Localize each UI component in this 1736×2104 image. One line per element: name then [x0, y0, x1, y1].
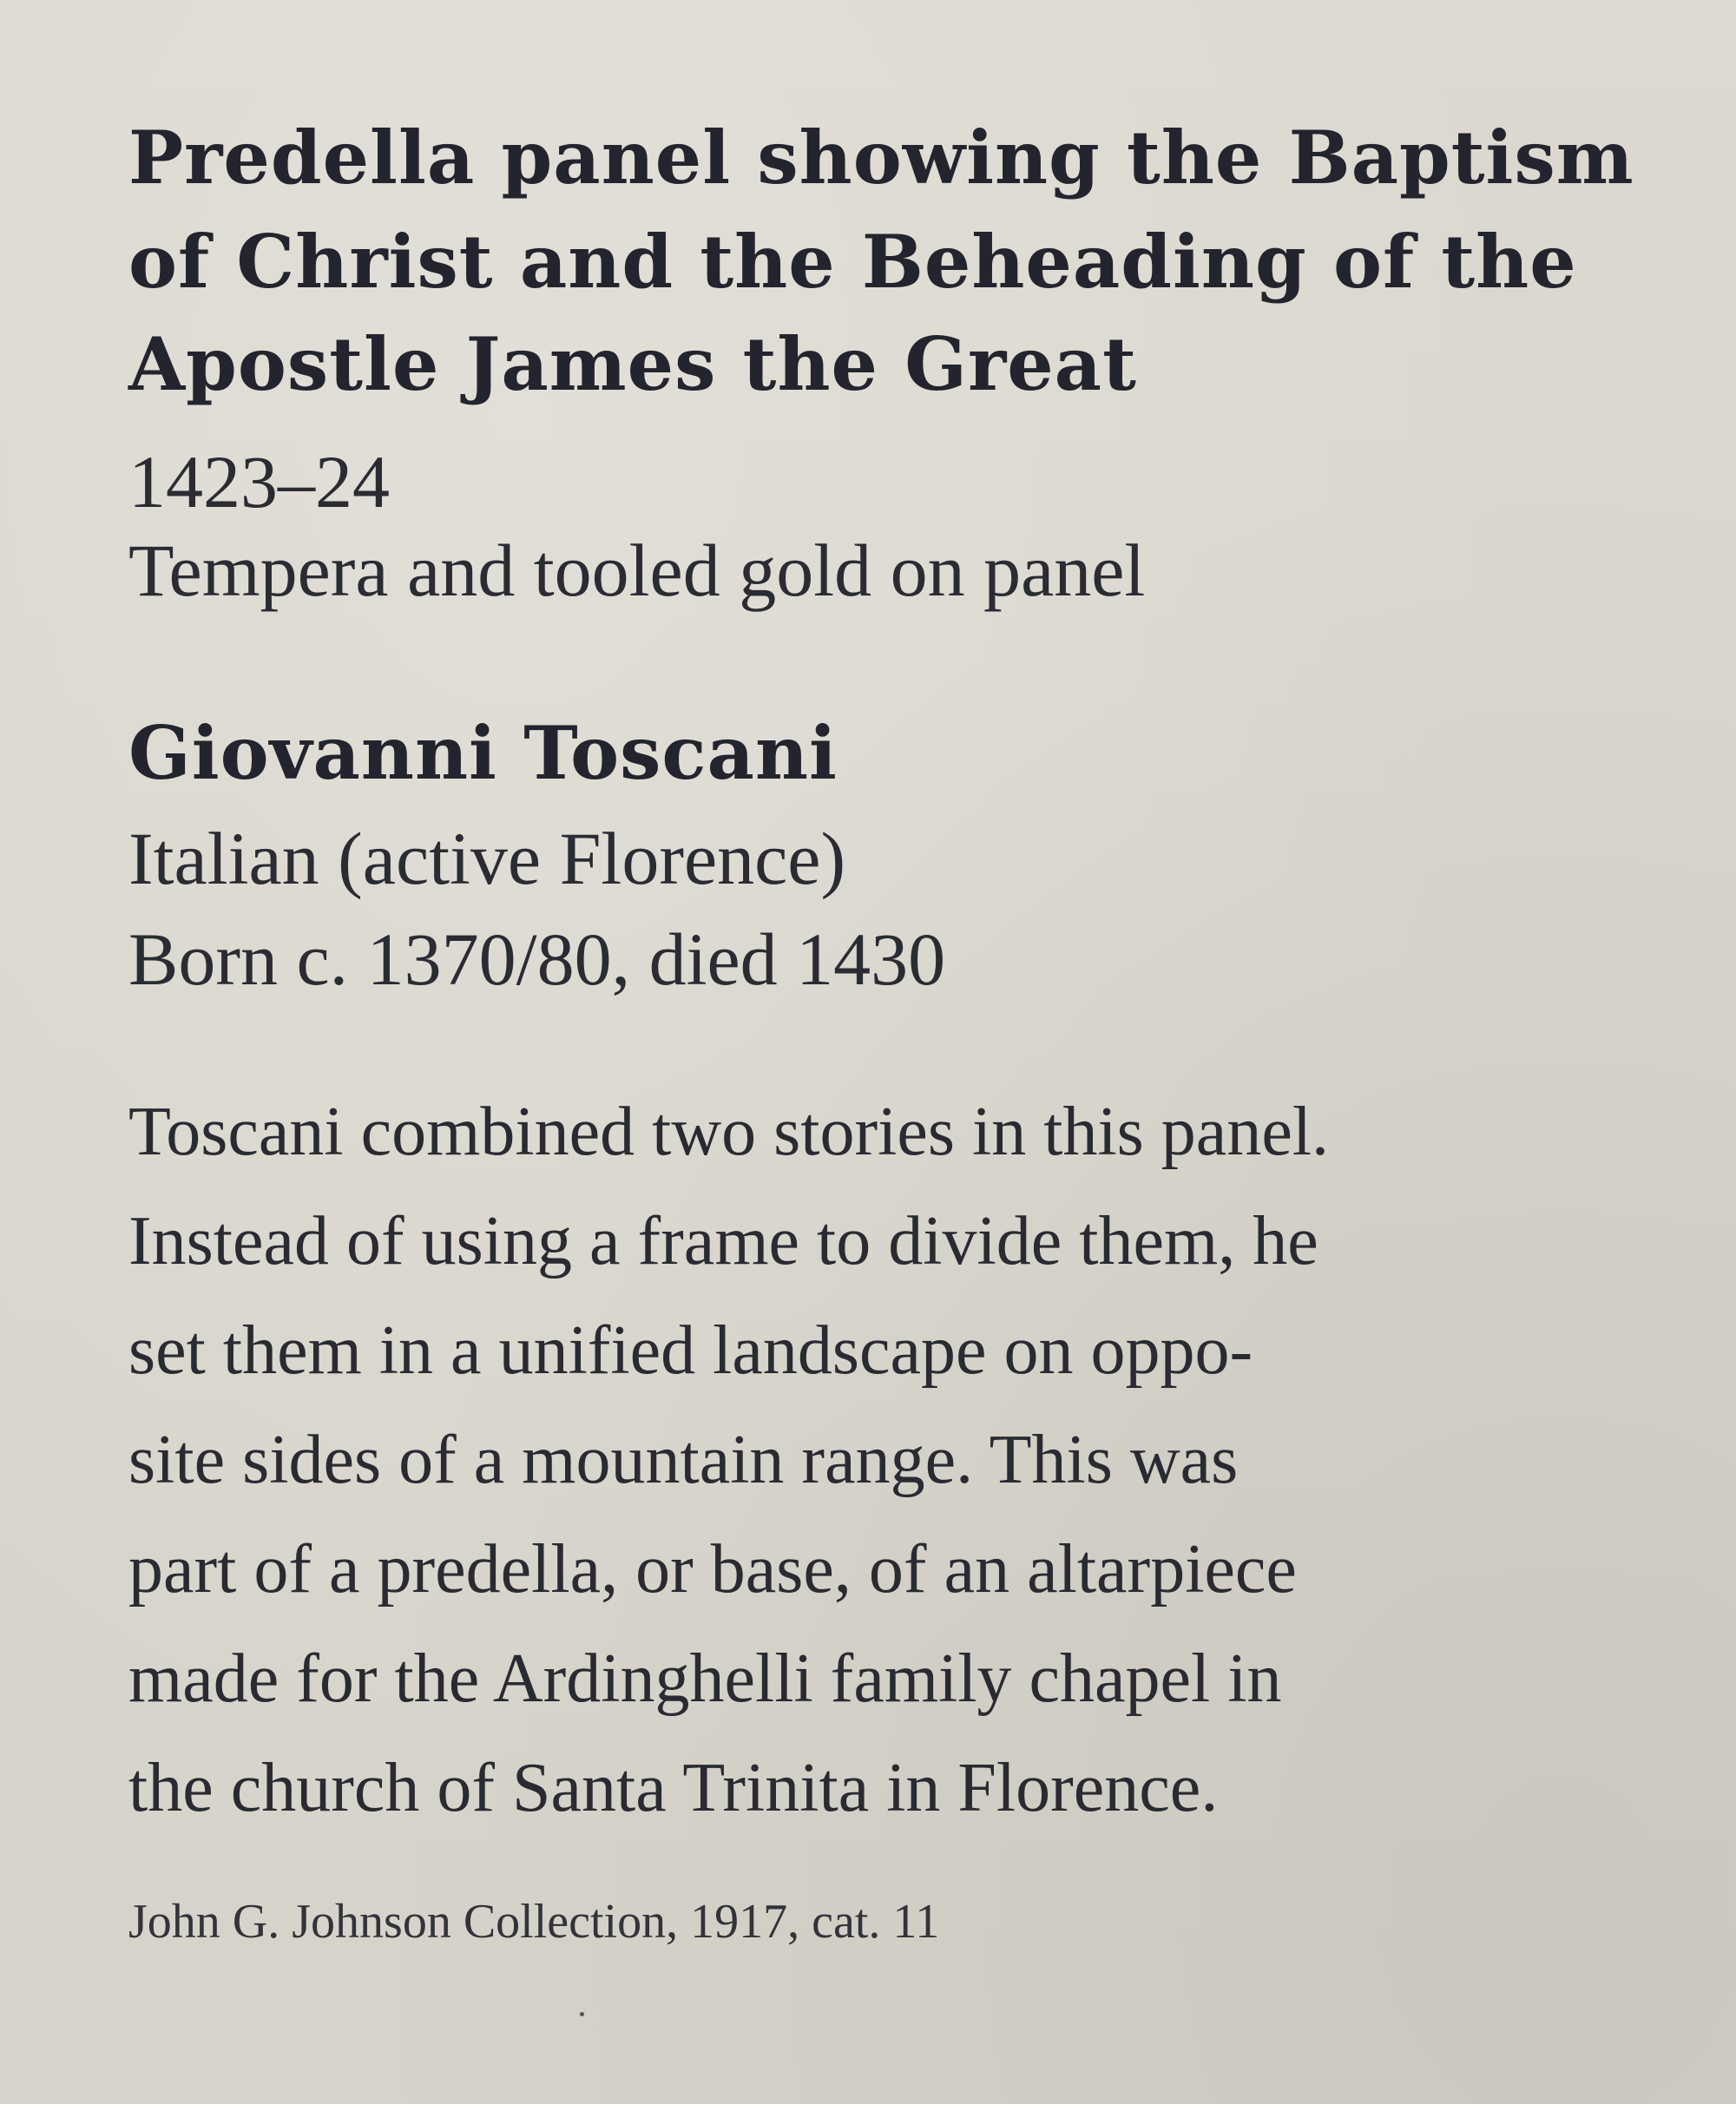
artist-life-dates: Born c. 1370/80, died 1430 [128, 917, 946, 1001]
surface-speck [580, 2012, 584, 2016]
artwork-medium: Tempera and tooled gold on panel [128, 529, 1146, 612]
description-line-4: site sides of a mountain range. This was [128, 1422, 1239, 1498]
artwork-title-line-2: of Christ and the Beheading of the [128, 219, 1577, 305]
artist-name: Giovanni Toscani [128, 710, 838, 796]
description-line-2: Instead of using a frame to divide them, he [128, 1203, 1318, 1279]
description-line-3: set them in a unified landscape on oppo- [128, 1312, 1253, 1389]
artist-nationality: Italian (active Florence) [128, 817, 846, 900]
description-line-6: made for the Ardinghelli family chapel in [128, 1640, 1282, 1717]
credit-line: John G. Johnson Collection, 1917, cat. 11 [128, 1895, 940, 1949]
artwork-date: 1423–24 [128, 440, 390, 523]
description-line-5: part of a predella, or base, of an altarpiece [128, 1531, 1297, 1608]
description-line-1: Toscani combined two stories in this panel. [128, 1094, 1330, 1170]
artwork-title-line-3: Apostle James the Great [128, 321, 1137, 407]
description-line-7: the church of Santa Trinita in Florence. [128, 1750, 1219, 1826]
artwork-title-line-1: Predella panel showing the Baptism [128, 115, 1634, 201]
